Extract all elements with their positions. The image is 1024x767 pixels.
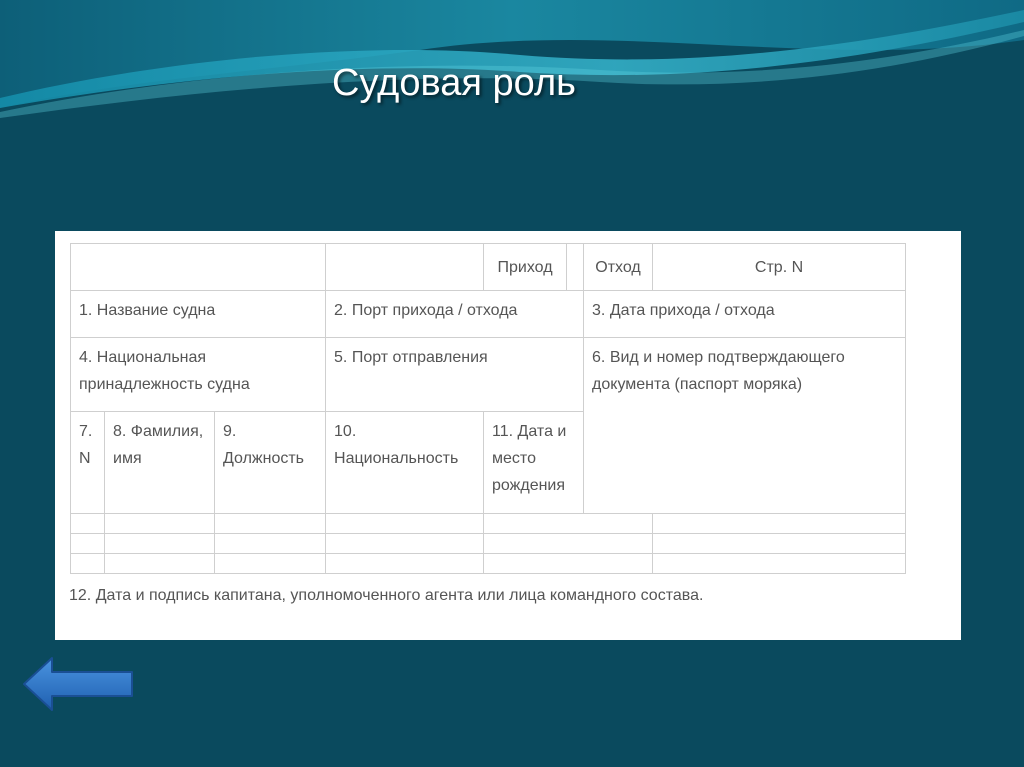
col-citizenship-header: 10. Национальность bbox=[326, 412, 484, 514]
col-name-header: 8. Фамилия, имя bbox=[105, 412, 215, 514]
table-cell bbox=[215, 534, 326, 554]
table-cell bbox=[326, 534, 484, 554]
arrival-checkbox-cell bbox=[567, 244, 584, 291]
crew-list-form bbox=[55, 231, 961, 640]
date-cell: 3. Дата прихода / отхода bbox=[584, 291, 906, 338]
header-empty-cell bbox=[71, 244, 326, 291]
document-cell: 6. Вид и номер подтверждающего документа (паспорт моряка) bbox=[584, 338, 906, 514]
col-birth-header: 11. Дата и место рождения bbox=[484, 412, 584, 514]
table-cell bbox=[71, 534, 105, 554]
page-number-cell: Стр. N bbox=[653, 244, 906, 291]
arrival-cell: Приход bbox=[484, 244, 567, 291]
table-cell bbox=[653, 534, 906, 554]
departure-cell: Отход bbox=[584, 244, 653, 291]
table-cell bbox=[653, 514, 906, 534]
table-cell bbox=[105, 514, 215, 534]
arrow-left-icon bbox=[22, 656, 136, 712]
header-empty-cell bbox=[326, 244, 484, 291]
nationality-cell: 4. Национальная принадлежность судна bbox=[71, 338, 326, 412]
table-cell bbox=[215, 554, 326, 574]
col-number-header: 7. N bbox=[71, 412, 105, 514]
table-cell bbox=[484, 514, 653, 534]
departure-port-cell: 5. Порт отправления bbox=[326, 338, 584, 412]
col-position-header: 9. Должность bbox=[215, 412, 326, 514]
signature-note: 12. Дата и подпись капитана, уполномоченного агента или лица командного состава. bbox=[69, 587, 704, 604]
table-cell bbox=[215, 514, 326, 534]
crew-list-table bbox=[70, 243, 906, 574]
table-cell bbox=[71, 554, 105, 574]
table-cell bbox=[105, 534, 215, 554]
table-cell bbox=[71, 514, 105, 534]
slide-title: Судовая роль bbox=[332, 62, 576, 104]
table-cell bbox=[484, 534, 653, 554]
table-cell bbox=[484, 554, 653, 574]
ship-name-cell: 1. Название судна bbox=[71, 291, 326, 338]
table-cell bbox=[105, 554, 215, 574]
back-button[interactable] bbox=[22, 656, 136, 712]
table-cell bbox=[326, 554, 484, 574]
table-cell bbox=[326, 514, 484, 534]
table-cell bbox=[653, 554, 906, 574]
port-cell: 2. Порт прихода / отхода bbox=[326, 291, 584, 338]
